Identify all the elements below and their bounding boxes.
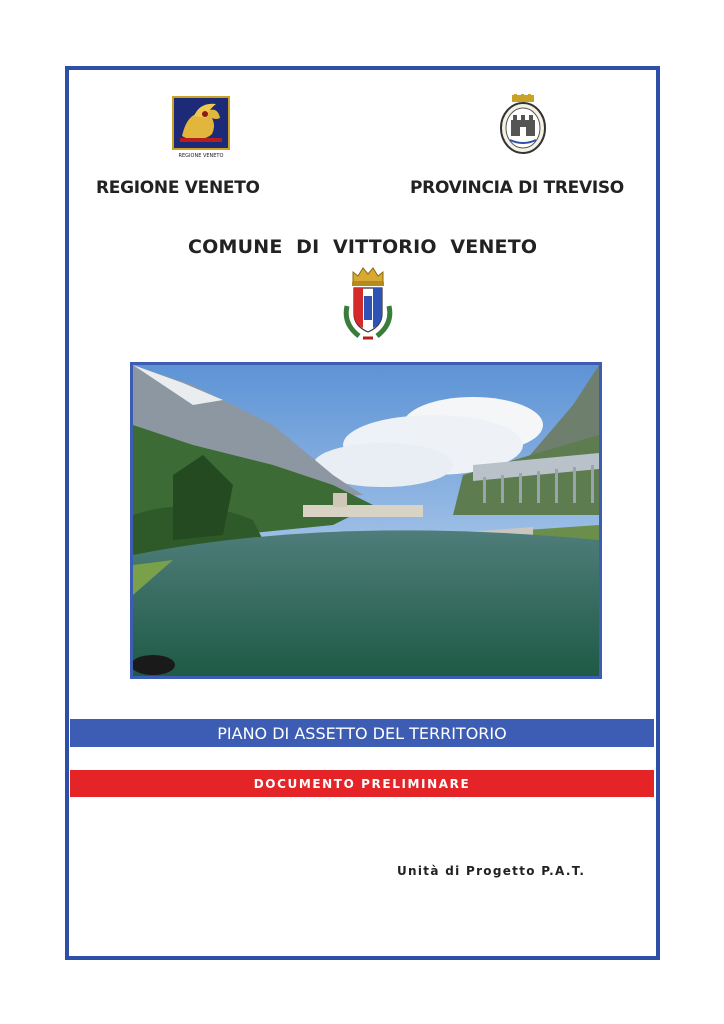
plan-title: PIANO DI ASSETTO DEL TERRITORIO — [217, 723, 507, 743]
regione-heading: REGIONE VENETO — [96, 178, 260, 198]
comune-heading: COMUNE DI VITTORIO VENETO — [188, 236, 538, 258]
lake-valley-photo — [130, 362, 602, 679]
vittorio-veneto-coat-of-arms-icon — [339, 266, 397, 344]
provincia-heading: PROVINCIA DI TREVISO — [410, 178, 624, 198]
regione-logo-caption: REGIONE VENETO — [178, 153, 224, 159]
document-type: DOCUMENTO PRELIMINARE — [253, 776, 471, 791]
lake-photo-image — [133, 365, 599, 676]
plan-title-band — [70, 719, 654, 747]
lion-of-st-mark-emblem-icon — [172, 96, 230, 162]
document-type-band — [70, 770, 654, 797]
provincia-treviso-crest-icon — [498, 94, 548, 156]
project-unit-label: Unità di Progetto P.A.T. — [397, 864, 586, 878]
